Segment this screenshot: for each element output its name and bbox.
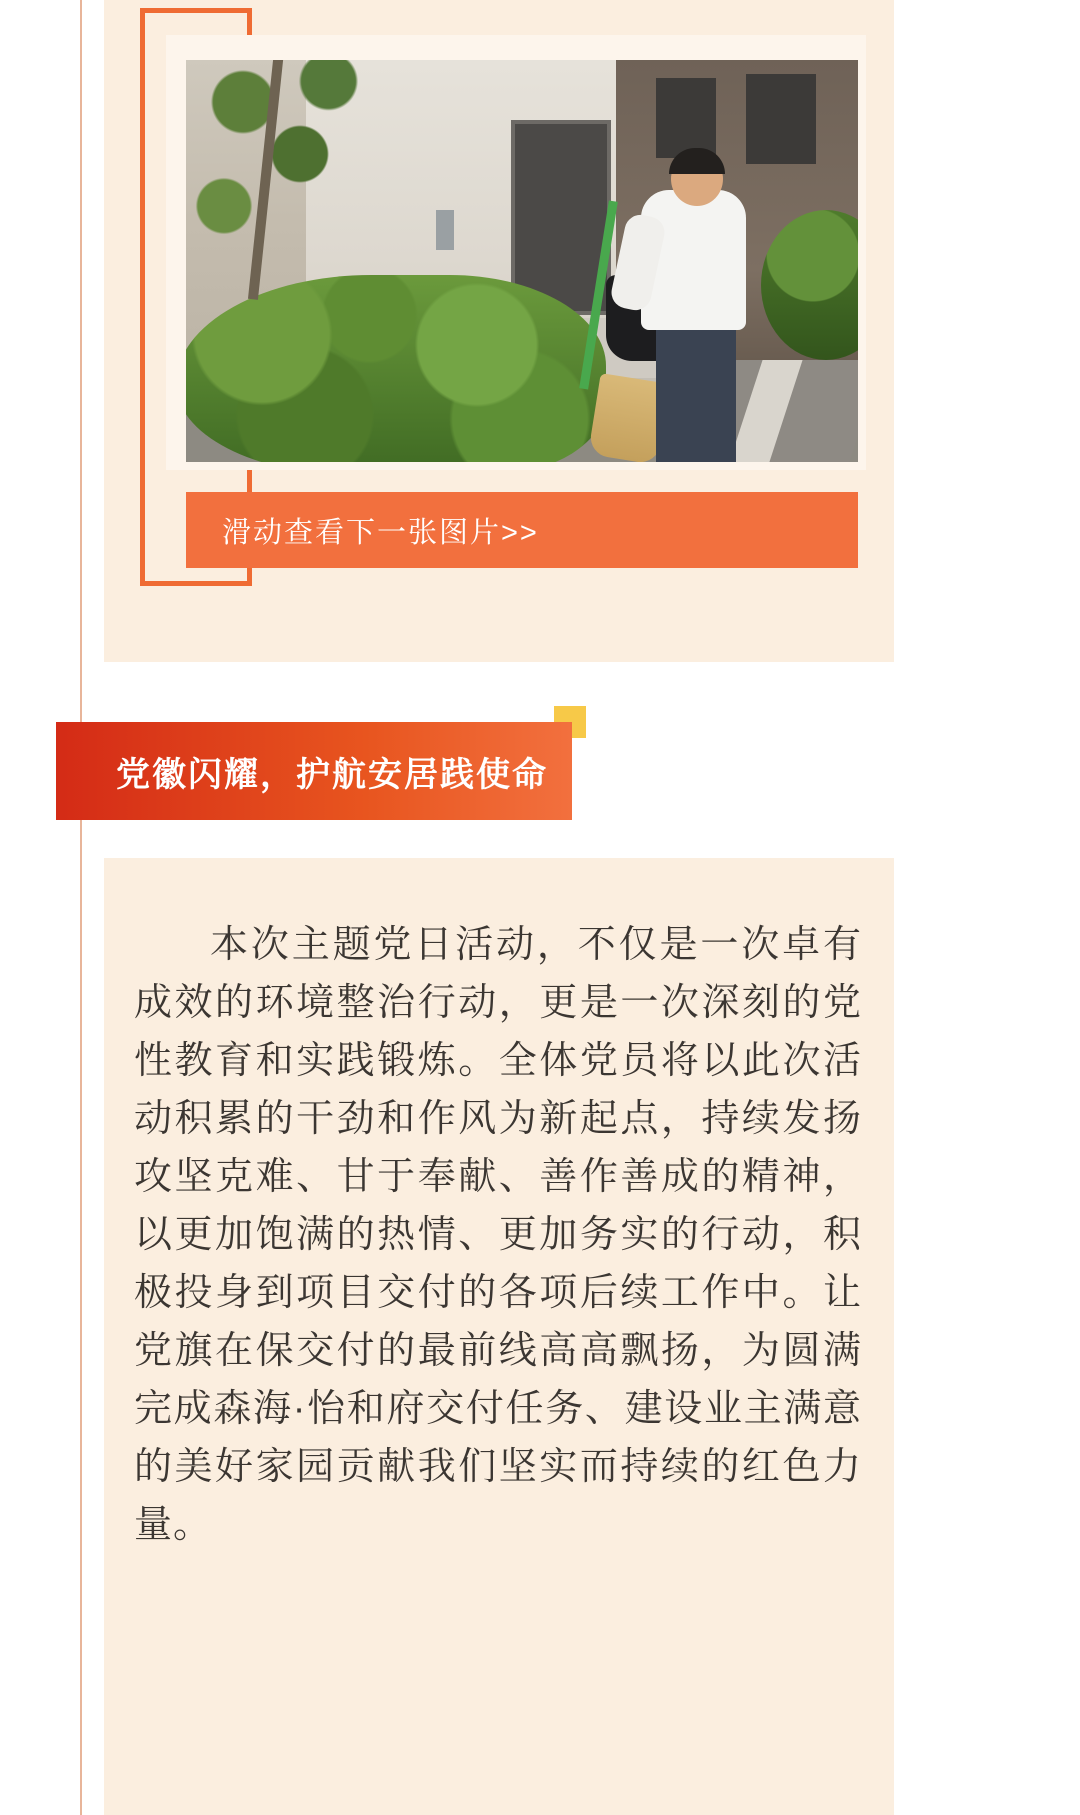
heading-text: 党徽闪耀，护航安居践使命 — [116, 755, 548, 794]
photo-tree-trunk — [248, 60, 284, 300]
body-panel — [104, 858, 894, 1815]
photo-card-block — [104, 0, 894, 662]
photo-intercom-panel — [436, 210, 454, 250]
body-paragraph: 本次主题党日活动，不仅是一次卓有成效的环境整治行动，更是一次深刻的党性教育和实践锻炼。全体党员将以此次活动积累的干劲和作风为新起点，持续发扬攻坚克难、甘于奉献、善作善成的精神，以更加饱满的热情、更加务实的行动，积极投身到项目交付的各项后续工作中。让党旗在保交付的最前线高高飘扬，为圆满完成森海·怡和府交付任务、建设业主满意的美好家园贡献我们坚实而持续的红色力量。 — [134, 924, 862, 1546]
photo-person-legs — [656, 322, 736, 462]
activity-photo[interactable] — [186, 60, 858, 462]
left-vertical-rule — [80, 0, 82, 1815]
photo-tree-foliage — [186, 60, 376, 310]
slide-hint-label: 滑动查看下一张图片>> — [222, 516, 539, 549]
photo-window — [656, 78, 716, 158]
photo-window — [746, 74, 816, 164]
section-heading — [56, 706, 586, 826]
heading-bar — [56, 722, 572, 820]
slide-hint-banner[interactable] — [186, 492, 858, 568]
